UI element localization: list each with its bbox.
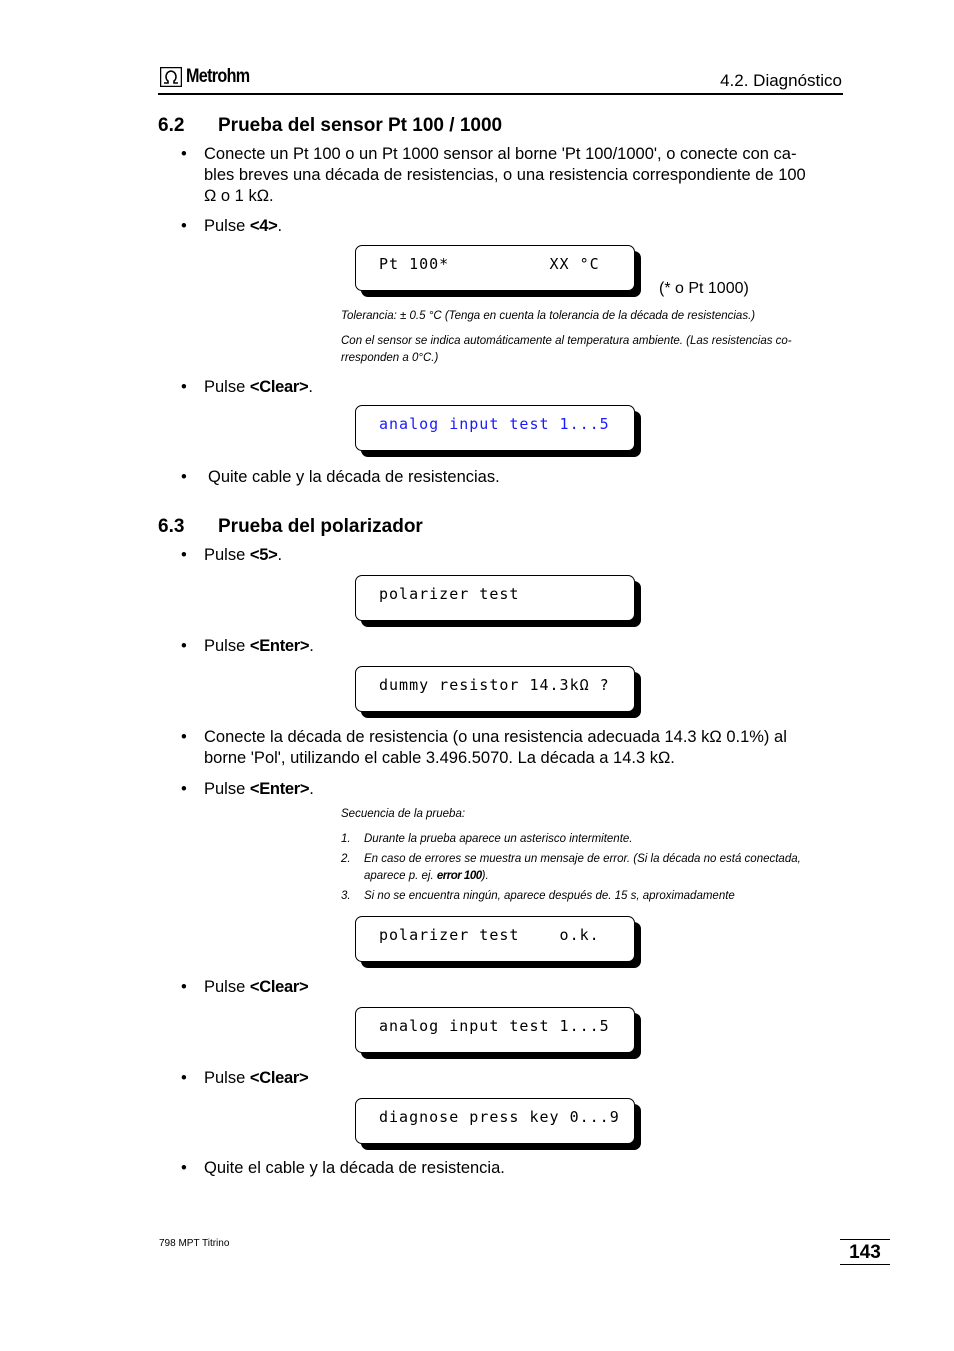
bullet-pulse-clear-2: • Pulse <Clear>	[181, 978, 309, 996]
key-5: <5>	[249, 546, 278, 564]
sequence-title: Secuencia de la prueba:	[341, 808, 466, 820]
lcd-display-analog-input: analog input test 1...5	[355, 405, 635, 451]
sequence-step-1: 1. Durante la prueba aparece un asterisco intermitente.	[341, 833, 633, 845]
section-6-3-heading: 6.3 Prueba del polarizador	[158, 516, 423, 537]
lcd-display-dummy-resistor: dummy resistor 14.3kΩ ?	[355, 666, 635, 712]
header-rule	[158, 93, 843, 95]
auto-temp-note: Con el sensor se indica automáticamente al temperatura ambiente. (Las resistencias co- rresponden a 0°C.)	[341, 335, 792, 364]
text-line: bles breves una década de resistencias, o una resistencia correspondiente de 100	[204, 166, 806, 184]
brand-name: Metrohm	[186, 66, 250, 87]
footer-product: 798 MPT Titrino	[159, 1238, 230, 1249]
bullet-remove-cable: • Quite cable y la década de resistencias.	[181, 468, 500, 486]
metrohm-logo	[160, 66, 261, 88]
lcd-note-pt1000: (* o Pt 1000)	[659, 280, 749, 297]
page-number: 143	[840, 1239, 890, 1265]
key-clear: <Clear>	[249, 378, 309, 396]
section-title: Prueba del sensor Pt 100 / 1000	[218, 115, 503, 136]
lcd-display-diagnose: diagnose press key 0...9	[355, 1098, 635, 1144]
section-6-2-heading	[158, 115, 502, 137]
section-number: 6.2	[158, 115, 185, 136]
bullet-pulse-4: • Pulse <4>.	[181, 217, 283, 235]
key-enter: <Enter>	[249, 637, 310, 655]
header-section-ref: 4.2. Diagnóstico	[720, 71, 842, 90]
bullet-pulse-5: • Pulse <5>.	[181, 546, 283, 564]
bullet-pulse-enter: • Pulse <Enter>.	[181, 637, 314, 655]
lcd-display-analog-input-2: analog input test 1...5	[355, 1007, 635, 1053]
tolerance-note: Tolerancia: ± 0.5 °C (Tenga en cuenta la tolerancia de la década de resistencias.)	[341, 310, 756, 322]
lcd-display-pt100: Pt 100* XX °C	[355, 245, 635, 291]
bullet-remove-cable-2: • Quite el cable y la década de resistencia.	[181, 1159, 505, 1177]
text-line: Ω o 1 kΩ.	[204, 187, 274, 205]
bullet-connect-decade: • Conecte la década de resistencia (o una resistencia adecuada 14.3 kΩ 0.1%) al borne 'Pol', utilizando el cable 3.496.5070. La década a 14.3 kΩ.	[181, 728, 787, 767]
bullet-pulse-enter-2: • Pulse <Enter>.	[181, 780, 314, 798]
bullet-pulse-clear: • Pulse <Clear>.	[181, 378, 313, 396]
key-4: <4>	[249, 217, 278, 235]
pulse-label: Pulse	[204, 217, 246, 235]
omega-logo-icon	[160, 67, 182, 87]
sequence-step-3: 3. Si no se encuentra ningún, aparece después de. 15 s, aproximadamente	[341, 890, 735, 902]
bullet-connect-sensor	[181, 144, 831, 207]
text-line: Conecte un Pt 100 o un Pt 1000 sensor al borne 'Pt 100/1000', o conecte con ca-	[204, 145, 797, 163]
bullet-dot: •	[181, 145, 187, 163]
error-code: error 100	[436, 870, 482, 882]
sequence-step-2: 2. En caso de errores se muestra un mensaje de error. (Si la década no está conectada, aparece p. ej. error 100).	[341, 853, 801, 882]
lcd-display-polarizer-ok: polarizer test o.k.	[355, 916, 635, 962]
section-title: Prueba del polarizador	[218, 516, 423, 537]
lcd-display-polarizer-test: polarizer test	[355, 575, 635, 621]
bullet-pulse-clear-3: • Pulse <Clear>	[181, 1069, 309, 1087]
